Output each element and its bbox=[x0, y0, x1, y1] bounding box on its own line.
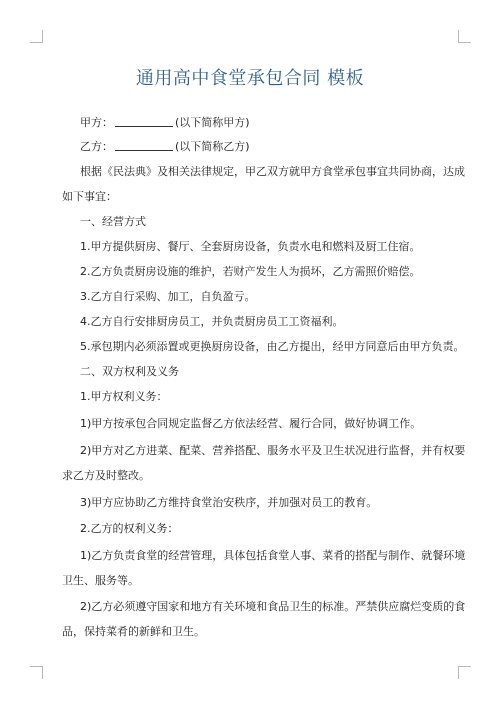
corner-mark-top-right bbox=[458, 30, 471, 43]
party-a-duty-3: 3)甲方应协助乙方维持食堂治安秩序，并加强对员工的教育。 bbox=[80, 496, 378, 509]
section-1-item-3: 3.乙方自行采购、加工，自负盈亏。 bbox=[80, 290, 256, 303]
section-1-item-2: 2.乙方负责厨房设施的维护，若财产发生人为损坏，乙方需照价赔偿。 bbox=[80, 265, 421, 278]
party-b-line bbox=[62, 134, 444, 160]
party-a-line bbox=[62, 110, 444, 136]
intro-line-1: 根据《民法典》及相关法律规定，甲乙双方就甲方食堂承包事宜共同协商，达成 bbox=[80, 165, 465, 178]
party-b-duty-1-line-2: 卫生、服务等。 bbox=[62, 574, 139, 587]
section-1-item-4: 4.乙方自行安排厨房员工，并负责厨房员工工资福利。 bbox=[80, 315, 344, 328]
party-a-label: 甲方： bbox=[80, 116, 113, 129]
party-a-blank bbox=[115, 114, 173, 127]
section-1-item-1: 1.甲方提供厨房、餐厅、全套厨房设备，负责水电和燃料及厨工住宿。 bbox=[80, 240, 421, 253]
corner-mark-bottom-left bbox=[30, 666, 43, 679]
section-1-heading: 一、经营方式 bbox=[80, 215, 146, 228]
document-title: 通用高中食堂承包合同 模板 bbox=[135, 68, 365, 89]
party-a-note: (以下简称甲方) bbox=[175, 116, 250, 129]
party-b-duty-1-line-1: 1)乙方负责食堂的经营管理，具体包括食堂人事、菜肴的搭配与制作、就餐环境 bbox=[80, 549, 466, 562]
corner-mark-top-left bbox=[30, 30, 43, 43]
party-b-duty-2-line-1: 2)乙方必须遵守国家和地方有关环境和食品卫生的标准。严禁供应腐烂变质的食 bbox=[80, 600, 466, 613]
party-a-duty-2-line-1: 2)甲方对乙方进菜、配菜、营养搭配、服务水平及卫生状况进行监督，并有权要 bbox=[80, 444, 466, 457]
section-1-item-5: 5.承包期内必须添置或更换厨房设备，由乙方提出，经甲方同意后由甲方负责。 bbox=[80, 340, 465, 353]
party-b-note: (以下简称乙方) bbox=[175, 140, 250, 153]
section-2-sub-1: 1.甲方权利义务： bbox=[80, 390, 168, 403]
party-b-label: 乙方： bbox=[80, 140, 113, 153]
party-b-duty-2-line-2: 品，保持菜肴的新鲜和卫生。 bbox=[62, 625, 205, 638]
party-a-duty-1: 1)甲方按承包合同规定监督乙方依法经营、履行合同，做好协调工作。 bbox=[80, 417, 422, 430]
section-2-heading: 二、双方权利及义务 bbox=[80, 365, 179, 378]
intro-line-2: 如下事宜： bbox=[62, 190, 117, 203]
corner-mark-bottom-right bbox=[458, 666, 471, 679]
party-b-blank bbox=[115, 138, 173, 151]
party-a-duty-2-line-2: 求乙方及时整改。 bbox=[62, 469, 150, 482]
section-2-sub-2: 2.乙方的权利义务： bbox=[80, 522, 179, 535]
